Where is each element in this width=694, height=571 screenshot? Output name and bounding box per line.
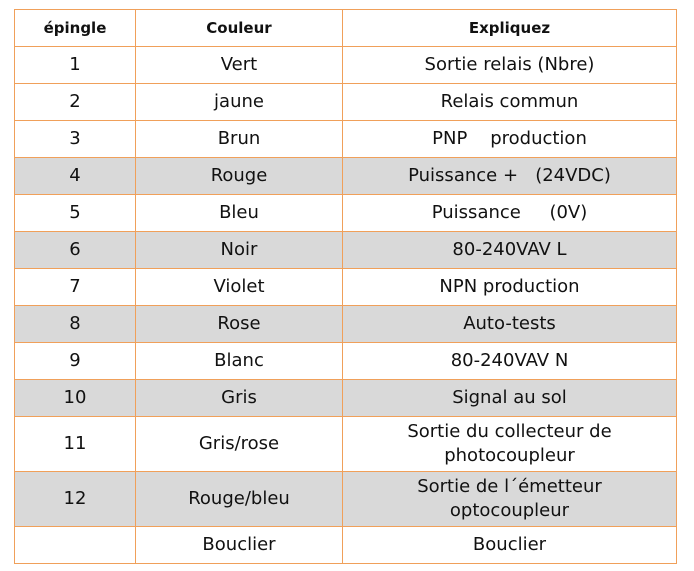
cell-color: Blanc — [136, 343, 343, 380]
header-explain: Expliquez — [343, 10, 677, 47]
cell-explain: Signal au sol — [343, 380, 677, 417]
cell-pin: 12 — [15, 472, 136, 527]
cell-pin: 3 — [15, 121, 136, 158]
cell-color: Violet — [136, 269, 343, 306]
cell-pin: 9 — [15, 343, 136, 380]
table-row — [15, 417, 677, 472]
table-row — [15, 121, 677, 158]
cell-explain: Sortie du collecteur de photocoupleur — [343, 417, 677, 472]
table-row — [15, 232, 677, 269]
cell-explain: Puissance (0V) — [343, 195, 677, 232]
cell-color: Bouclier — [136, 527, 343, 564]
cell-color: Rose — [136, 306, 343, 343]
cell-pin: 10 — [15, 380, 136, 417]
cell-color: Noir — [136, 232, 343, 269]
cell-pin: 11 — [15, 417, 136, 472]
table-row — [15, 380, 677, 417]
table-row — [15, 527, 677, 564]
table-row — [15, 306, 677, 343]
table-row — [15, 269, 677, 306]
table-row — [15, 158, 677, 195]
cell-pin: 1 — [15, 47, 136, 84]
table-row — [15, 195, 677, 232]
cell-pin: 7 — [15, 269, 136, 306]
table-row — [15, 472, 677, 527]
cell-explain: Bouclier — [343, 527, 677, 564]
table-row — [15, 47, 677, 84]
pinout-table-container — [14, 9, 676, 564]
cell-pin: 6 — [15, 232, 136, 269]
cell-color: Gris/rose — [136, 417, 343, 472]
cell-explain: PNP production — [343, 121, 677, 158]
cell-color: Gris — [136, 380, 343, 417]
cell-explain: Sortie de l´émetteur optocoupleur — [343, 472, 677, 527]
cell-explain: Relais commun — [343, 84, 677, 121]
cell-color: Vert — [136, 47, 343, 84]
pinout-table — [14, 9, 677, 564]
cell-explain: NPN production — [343, 269, 677, 306]
cell-explain: Puissance + (24VDC) — [343, 158, 677, 195]
cell-color: Brun — [136, 121, 343, 158]
cell-explain: Sortie relais (Nbre) — [343, 47, 677, 84]
cell-pin: 4 — [15, 158, 136, 195]
cell-pin: 2 — [15, 84, 136, 121]
cell-color: Rouge/bleu — [136, 472, 343, 527]
cell-color: jaune — [136, 84, 343, 121]
header-color: Couleur — [136, 10, 343, 47]
cell-explain: 80-240VAV L — [343, 232, 677, 269]
cell-explain: Auto-tests — [343, 306, 677, 343]
cell-pin: 5 — [15, 195, 136, 232]
cell-pin: 8 — [15, 306, 136, 343]
header-pin: épingle — [15, 10, 136, 47]
cell-explain: 80-240VAV N — [343, 343, 677, 380]
table-header-row — [15, 10, 677, 47]
cell-pin — [15, 527, 136, 564]
cell-color: Rouge — [136, 158, 343, 195]
table-row — [15, 343, 677, 380]
cell-color: Bleu — [136, 195, 343, 232]
table-row — [15, 84, 677, 121]
